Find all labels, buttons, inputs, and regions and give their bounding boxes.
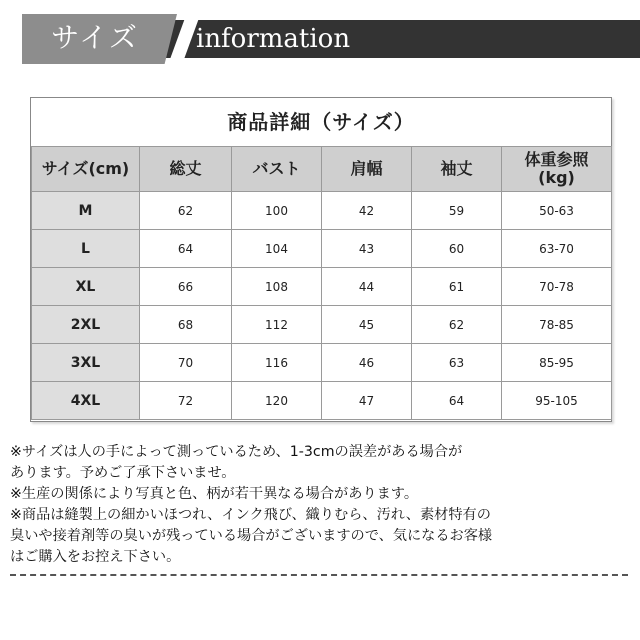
table-cell: 66: [140, 268, 232, 306]
table-cell: 63: [412, 344, 502, 382]
table-title: 商品詳細（サイズ）: [227, 110, 415, 134]
note-line: あります。予めご了承下さいませ。: [10, 465, 236, 481]
table-row: [32, 382, 612, 420]
note-line: ※生産の関係により写真と色、柄が若干異なる場合があります。: [10, 486, 419, 502]
table-cell: 68: [140, 306, 232, 344]
table-cell: 95-105: [502, 382, 612, 420]
notes-section: [10, 442, 635, 568]
column-header: 袖丈: [412, 147, 502, 192]
table-row: [32, 306, 612, 344]
table-cell: 44: [322, 268, 412, 306]
column-header: 体重参照 (kg): [502, 147, 612, 192]
size-label-cell: 2XL: [32, 306, 140, 344]
note-line: はご購入をお控え下さい。: [10, 549, 181, 565]
size-label-cell: XL: [32, 268, 140, 306]
header-tab-label: サイズ: [51, 21, 139, 54]
table-cell: 104: [232, 230, 322, 268]
table-cell: 63-70: [502, 230, 612, 268]
column-header: 総丈: [140, 147, 232, 192]
table-cell: 47: [322, 382, 412, 420]
table-cell: 108: [232, 268, 322, 306]
table-cell: 60: [412, 230, 502, 268]
note-line: ※サイズは人の手によって測っているため、1-3cmの誤差がある場合が: [10, 444, 463, 460]
column-header: 肩幅: [322, 147, 412, 192]
table-cell: 120: [232, 382, 322, 420]
size-label-cell: 4XL: [32, 382, 140, 420]
table-cell: 70-78: [502, 268, 612, 306]
table-cell: 72: [140, 382, 232, 420]
table-cell: 42: [322, 192, 412, 230]
table-cell: 46: [322, 344, 412, 382]
note-line: 臭いや接着剤等の臭いが残っている場合がございますので、気になるお客様: [10, 528, 493, 544]
size-label-cell: 3XL: [32, 344, 140, 382]
table-cell: 100: [232, 192, 322, 230]
table-cell: 61: [412, 268, 502, 306]
table-cell: 43: [322, 230, 412, 268]
table-row: [32, 268, 612, 306]
table-row: [32, 192, 612, 230]
size-label-cell: M: [32, 192, 140, 230]
table-body: [32, 192, 612, 420]
size-table-card: [30, 97, 612, 422]
table-cell: 64: [412, 382, 502, 420]
table-row: [32, 230, 612, 268]
note-line: ※商品は縫製上の細かいほつれ、インク飛び、織りむら、汚れ、素材特有の: [10, 507, 491, 523]
table-row: [32, 344, 612, 382]
table-cell: 45: [322, 306, 412, 344]
table-cell: 50-63: [502, 192, 612, 230]
table-header-row: [32, 147, 612, 192]
header-title: information: [196, 24, 351, 54]
column-header: サイズ(cm): [32, 147, 140, 192]
column-header: バスト: [232, 147, 322, 192]
table-cell: 112: [232, 306, 322, 344]
table-cell: 78-85: [502, 306, 612, 344]
table-cell: 59: [412, 192, 502, 230]
table-cell: 70: [140, 344, 232, 382]
dashed-divider: [10, 574, 628, 576]
table-cell: 64: [140, 230, 232, 268]
table-cell: 62: [140, 192, 232, 230]
size-label-cell: L: [32, 230, 140, 268]
table-cell: 85-95: [502, 344, 612, 382]
table-cell: 62: [412, 306, 502, 344]
table-cell: 116: [232, 344, 322, 382]
size-table: [31, 146, 612, 420]
